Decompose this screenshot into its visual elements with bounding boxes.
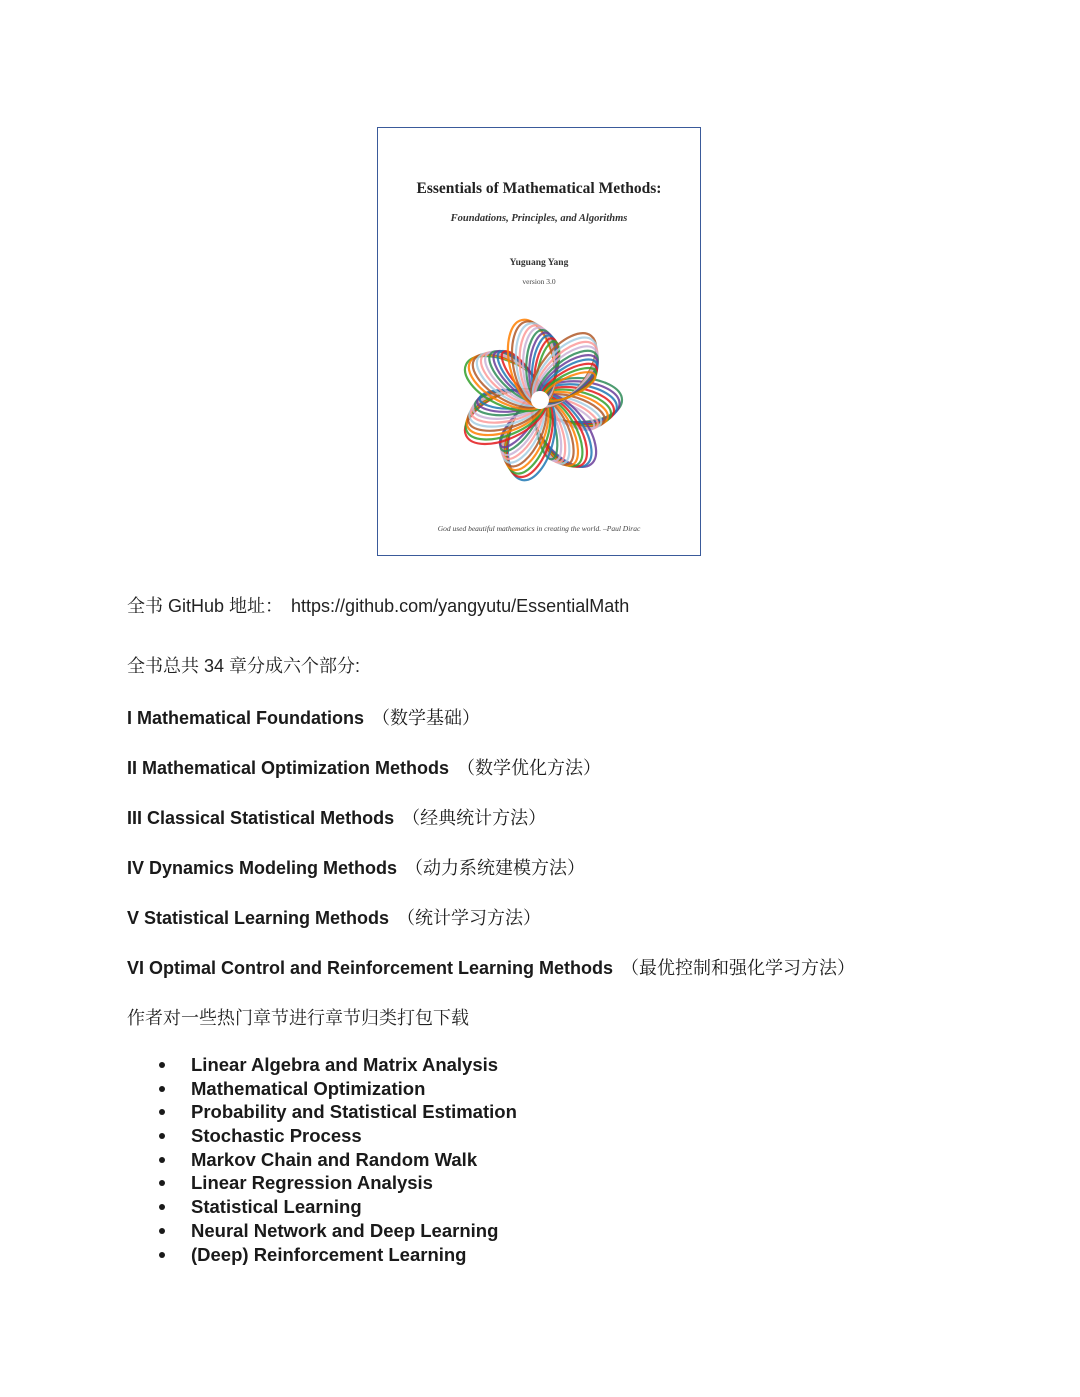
part-title-zh: （统计学习方法）	[397, 908, 542, 928]
download-item-label: Linear Algebra and Matrix Analysis	[191, 1054, 499, 1075]
part-title-en: II Mathematical Optimization Methods	[127, 758, 450, 778]
download-item-label: (Deep) Reinforcement Learning	[191, 1243, 467, 1265]
bullet-icon	[159, 1252, 165, 1258]
download-item-label: Markov Chain and Random Walk	[191, 1148, 478, 1170]
download-item[interactable]	[155, 1195, 517, 1219]
download-item[interactable]	[155, 1053, 517, 1077]
cover-author: Yuguang Yang	[509, 258, 569, 268]
part-heading	[127, 704, 480, 730]
bullet-icon	[159, 1086, 165, 1092]
part-title-zh: （经典统计方法）	[402, 808, 547, 828]
part-heading	[127, 954, 855, 980]
download-item-label: Stochastic Process	[191, 1125, 362, 1147]
download-item-label: Statistical Learning	[191, 1196, 362, 1218]
part-title-zh: （数学基础）	[372, 708, 481, 728]
github-link[interactable]: https://github.com/yangyutu/EssentialMath	[291, 596, 630, 616]
download-item-label: Linear Regression Analysis	[191, 1172, 433, 1194]
download-item[interactable]	[155, 1124, 517, 1148]
part-heading	[127, 904, 541, 930]
part-title-zh: （数学优化方法）	[457, 758, 602, 778]
part-title-en: V Statistical Learning Methods	[127, 908, 390, 928]
bullet-icon	[159, 1180, 165, 1186]
download-item[interactable]	[155, 1100, 517, 1124]
part-heading	[127, 754, 601, 780]
bullet-icon	[159, 1157, 165, 1163]
bullet-icon	[159, 1228, 165, 1234]
cover-subtitle: Foundations, Principles, and Algorithms	[450, 213, 628, 224]
bullet-icon	[159, 1062, 165, 1068]
github-line	[127, 592, 629, 618]
book-cover	[377, 127, 701, 556]
part-title-en: I Mathematical Foundations	[127, 708, 365, 728]
bullet-icon	[159, 1204, 165, 1210]
intro-text: 全书总共 34 章分成六个部分:	[127, 656, 361, 676]
cover-quote: God used beautiful mathematics in creating the world. –Paul Dirac	[437, 524, 641, 533]
part-title-en: VI Optimal Control and Reinforcement Learning Methods	[127, 958, 614, 978]
download-item[interactable]	[155, 1171, 517, 1195]
download-item-label: Probability and Statistical Estimation	[191, 1101, 517, 1123]
download-item[interactable]	[155, 1219, 517, 1243]
download-item[interactable]	[155, 1243, 517, 1267]
torus-knot-icon	[450, 310, 630, 490]
download-item-label: Mathematical Optimization	[191, 1077, 426, 1099]
bullet-icon	[159, 1109, 165, 1115]
download-item[interactable]	[155, 1148, 517, 1172]
cover-title: Essentials of Mathematical Methods:	[416, 180, 662, 197]
part-heading	[127, 804, 546, 830]
pack-download-note: 作者对一些热门章节进行章节归类打包下载	[127, 1008, 469, 1028]
part-title-zh: （最优控制和强化学习方法）	[621, 958, 856, 978]
part-title-en: III Classical Statistical Methods	[127, 808, 395, 828]
download-list	[155, 1053, 517, 1266]
download-item[interactable]	[155, 1077, 517, 1101]
download-item-label: Neural Network and Deep Learning	[191, 1219, 499, 1241]
part-title-en: IV Dynamics Modeling Methods	[127, 858, 398, 878]
cover-version: version 3.0	[522, 277, 556, 286]
part-heading	[127, 854, 585, 880]
part-title-zh: （动力系统建模方法）	[405, 858, 586, 878]
bullet-icon	[159, 1133, 165, 1139]
github-label: 全书 GitHub 地址：	[127, 596, 284, 616]
